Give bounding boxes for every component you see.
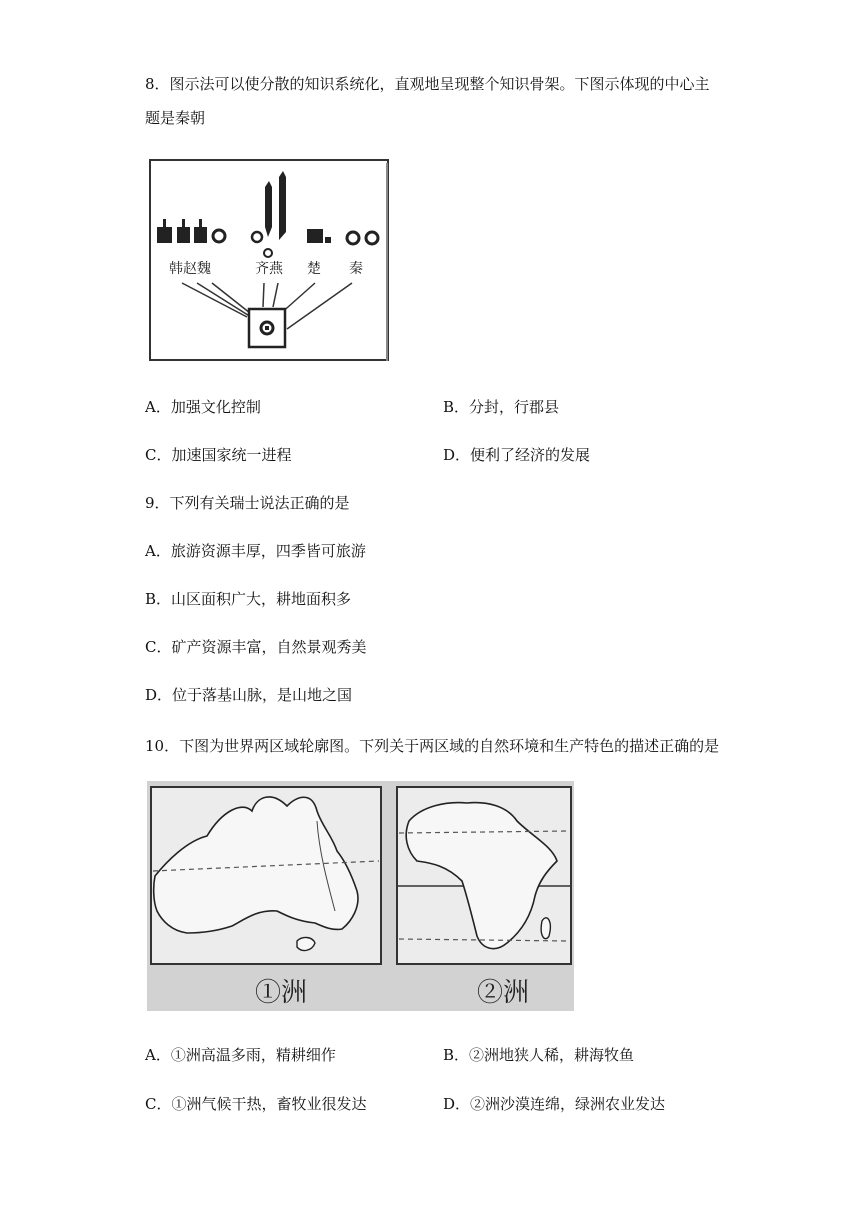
- q10-stem: 10．下图为世界两区域轮廓图。下列关于两区域的自然环境和生产特色的描述正确的是: [145, 737, 720, 755]
- q8-option-d: D．便利了经济的发展: [443, 446, 591, 464]
- q9-option-d: D．位于落基山脉，是山地之国: [145, 686, 353, 704]
- q8-label-chu: 楚: [307, 261, 321, 277]
- q8-option-c: C．加速国家统一进程: [145, 446, 292, 464]
- q8-label-hanzhaowei: 韩赵魏: [169, 261, 211, 277]
- q8-stem-line2: 题是秦朝: [145, 109, 206, 127]
- q8-label-qiyan: 齐燕: [255, 261, 283, 277]
- q10-option-d: D．②洲沙漠连绵，绿洲农业发达: [443, 1095, 666, 1113]
- q9-stem: 9．下列有关瑞士说法正确的是: [145, 494, 350, 512]
- q9-option-a: A．旅游资源丰厚，四季皆可旅游: [145, 542, 366, 560]
- q10-left-label: ①洲: [255, 978, 308, 1008]
- q9-option-c: C．矿产资源丰富，自然景观秀美: [145, 638, 367, 656]
- q8-option-a: A．加强文化控制: [145, 398, 261, 416]
- q9-option-b: B．山区面积广大，耕地面积多: [145, 590, 352, 608]
- q8-label-qin: 秦: [349, 261, 363, 277]
- q10-right-label: ②洲: [477, 978, 530, 1008]
- q8-coinage-figure: [147, 157, 392, 364]
- q10-option-c: C．①洲气候干热，畜牧业很发达: [145, 1095, 367, 1113]
- q8-stem-line1: 8．图示法可以使分散的知识系统化，直观地呈现整个知识骨架。下图示体现的中心主: [145, 75, 710, 93]
- q10-continents-figure: [147, 781, 574, 1011]
- q10-option-a: A．①洲高温多雨，精耕细作: [145, 1046, 336, 1064]
- q8-option-b: B．分封，行郡县: [443, 398, 560, 416]
- q10-option-b: B．②洲地狭人稀，耕海牧鱼: [443, 1046, 635, 1064]
